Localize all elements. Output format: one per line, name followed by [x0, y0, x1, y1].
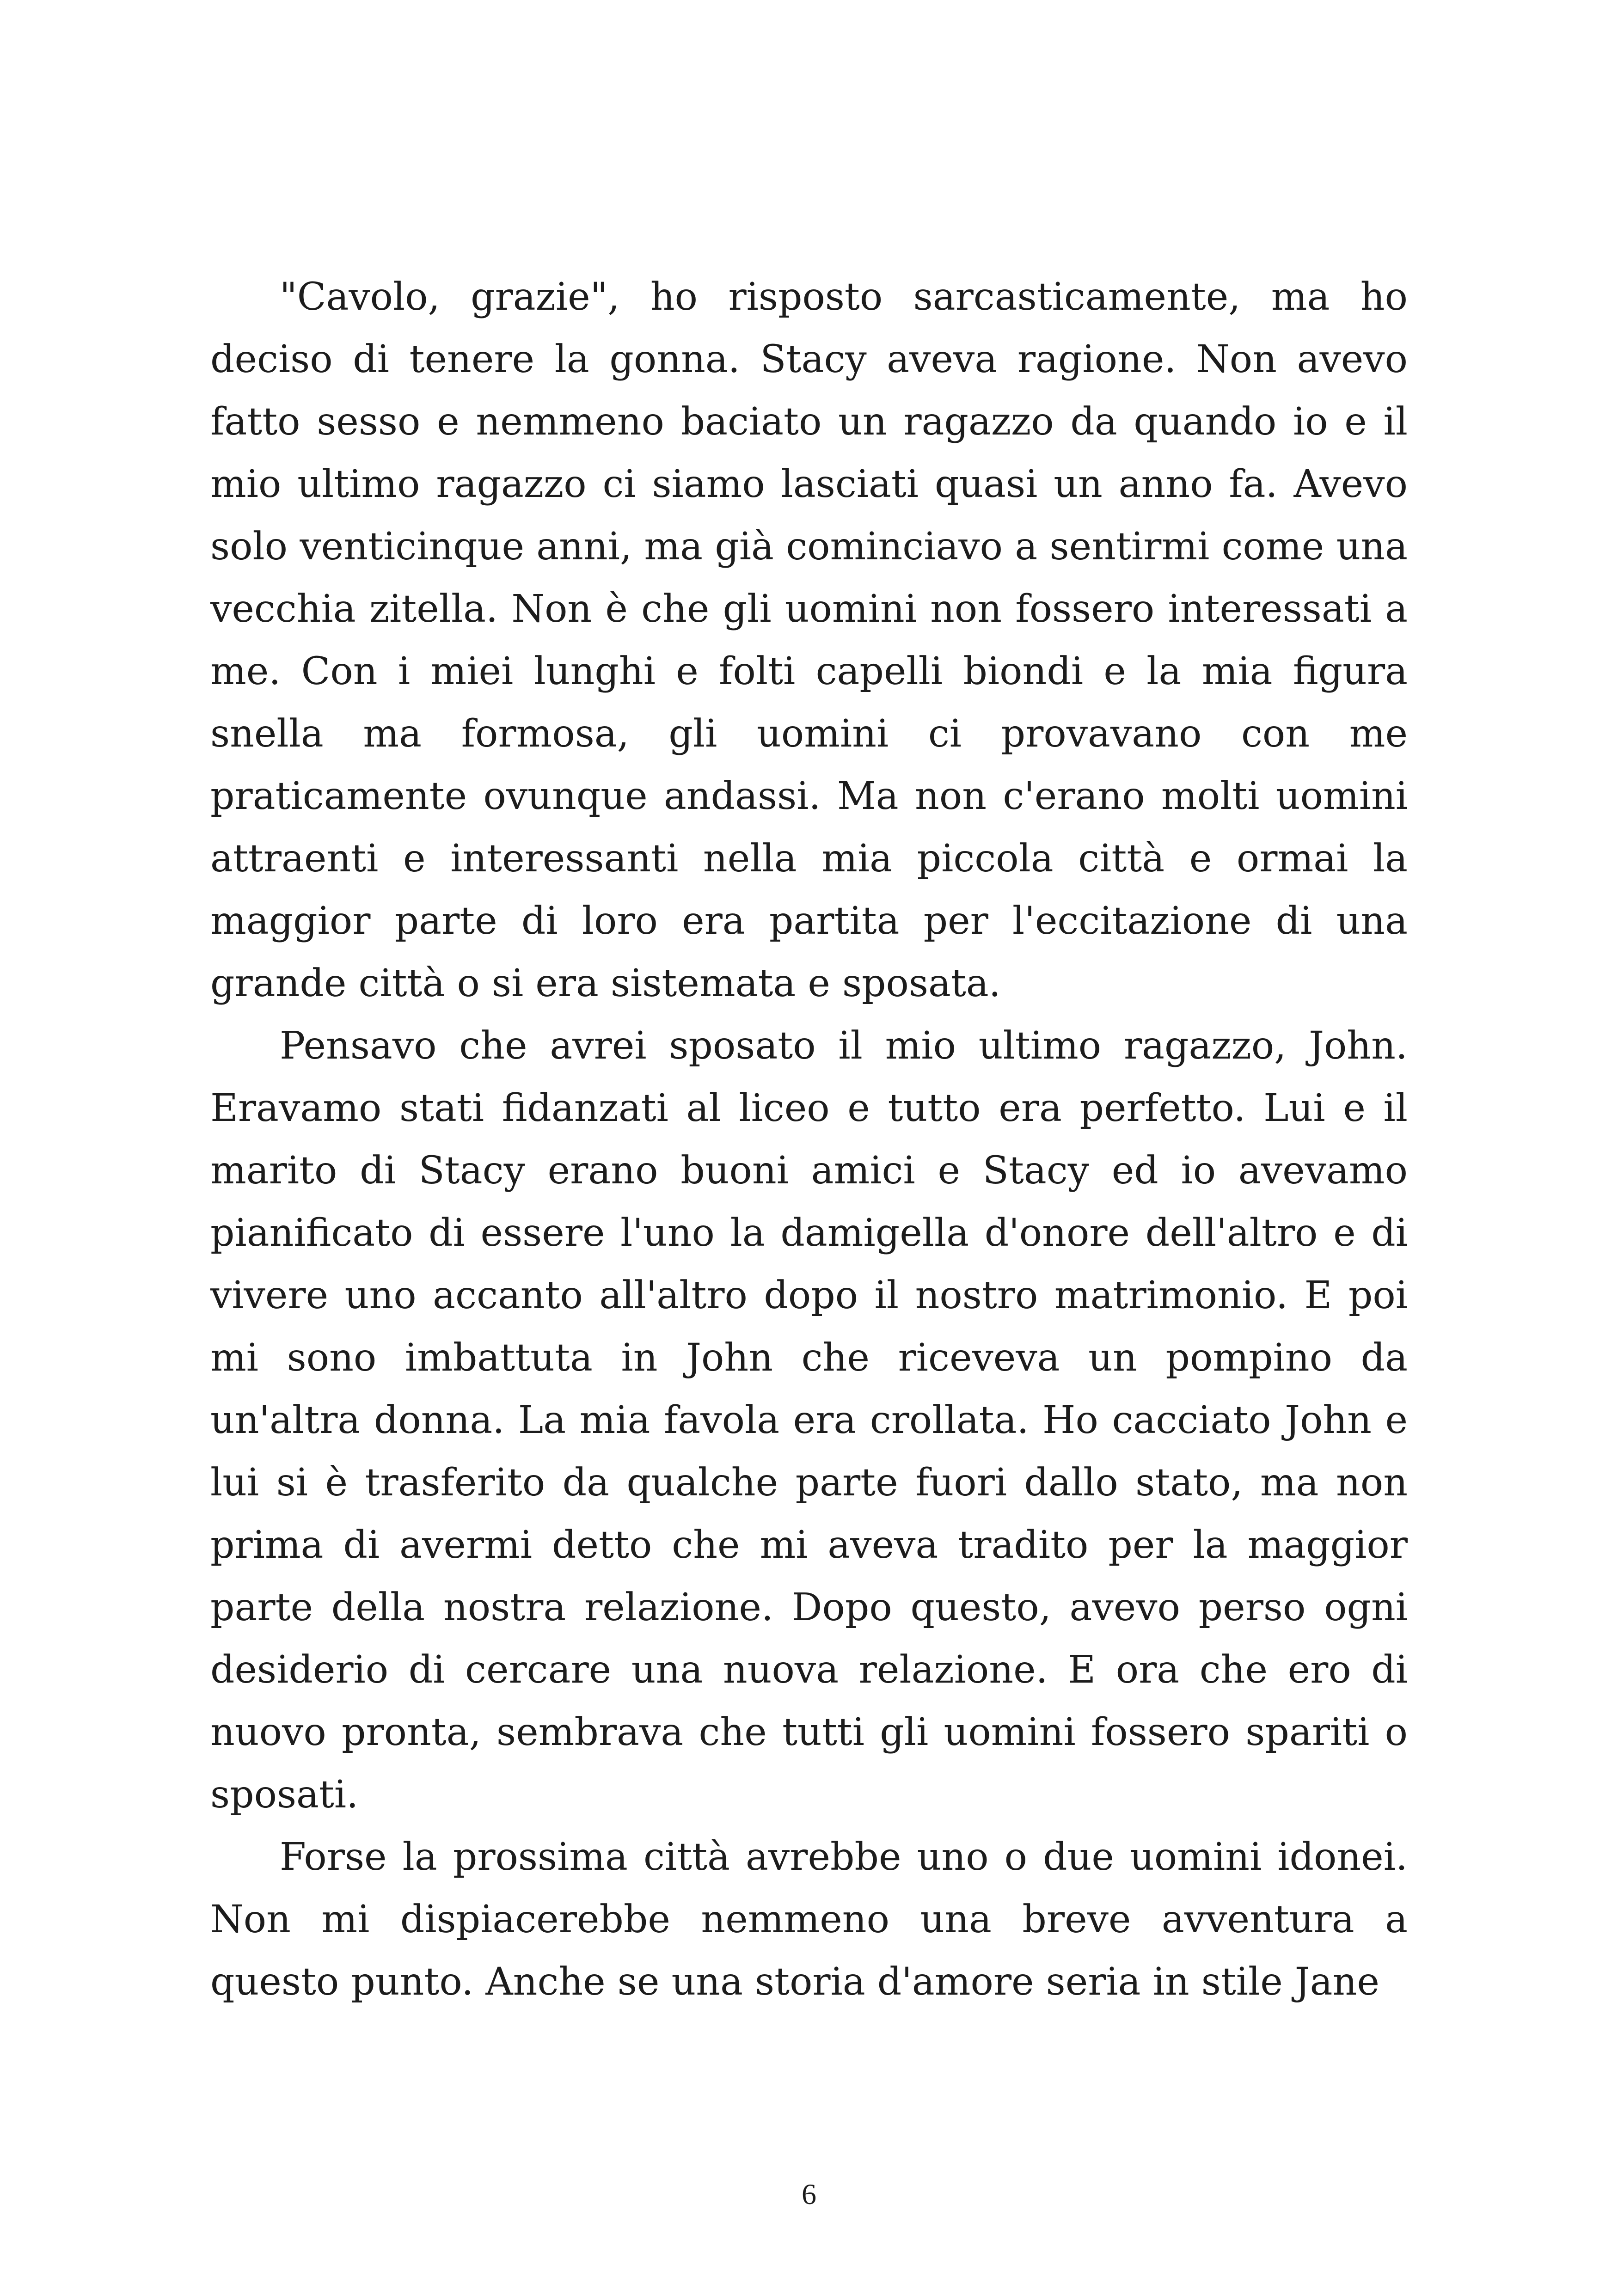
paragraph-2: Pensavo che avrei sposato il mio ultimo ragazzo, John. Eravamo stati fidanzati al liceo e tutto era perfetto. Lui e il marito di Stacy erano buoni amici e Stacy ed io avevamo pianificato di essere l'uno la damigella d'onore dell'altro e di vivere uno accanto all'altro dopo il nostro matrimonio. E poi mi sono imbattuta in John che riceveva un pompino da un'altra donna. La mia favola era crollata. Ho cacciato John e lui si è trasferito da qualche parte fuori dallo stato, ma non prima di avermi detto che mi aveva tradito per la maggior parte della nostra relazione. Dopo questo, avevo perso ogni desiderio di cercare una nuova relazione. E ora che ero di nuovo pronta, sembrava che tutti gli uomini fossero spariti o sposati. — [210, 1024, 1408, 1817]
paragraph-1: "Cavolo, grazie", ho risposto sarcasticamente, ma ho deciso di tenere la gonna. Stacy aveva ragione. Non avevo fatto sesso e nemmeno baciato un ragazzo da quando io e il mio ultimo ragazzo ci siamo lasciati quasi un anno fa. Avevo solo venticinque anni, ma già cominciavo a sentirmi come una vecchia zitella. Non è che gli uomini non fossero interessati a me. Con i miei lunghi e folti capelli biondi e la mia figura snella ma formosa, gli uomini ci provavano con me praticamente ovunque andassi. Ma non c'erano molti uomini attraenti e interessanti nella mia piccola città e ormai la maggior parte di loro era partita per l'eccitazione di una grande città o si era sistemata e sposata. — [210, 275, 1408, 1005]
paragraph-3: Forse la prossima città avrebbe uno o due uomini idonei. Non mi dispiacerebbe nemmeno una breve avventura a questo punto. Anche se una storia d'amore seria in stile Jane — [210, 1835, 1408, 2004]
body-text — [210, 266, 1408, 2013]
page-number: 6 — [802, 2178, 816, 2210]
